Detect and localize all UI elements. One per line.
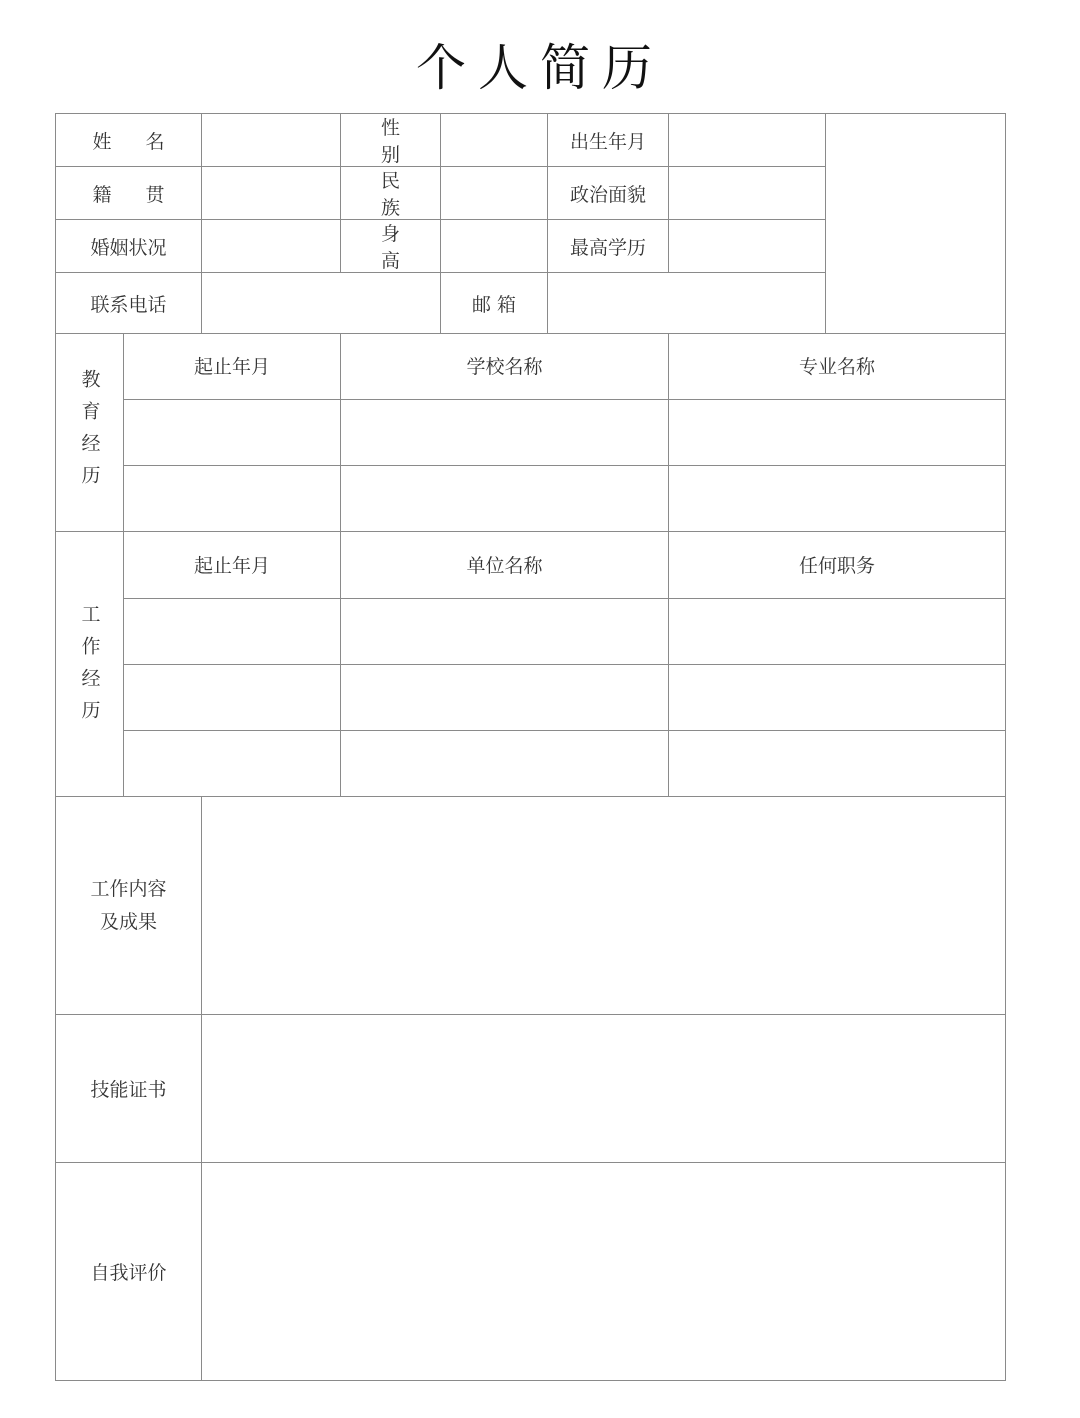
- work-row-2-period[interactable]: [124, 665, 340, 730]
- education-row-2-period[interactable]: [124, 466, 340, 531]
- label-gender: 性 别: [380, 117, 414, 166]
- page-title: 个人简历: [416, 39, 664, 97]
- label-email: 邮 箱: [471, 293, 517, 316]
- achievements-field[interactable]: [202, 797, 1005, 1014]
- work-header-position: 任何职务: [798, 554, 875, 577]
- table-border-bottom: [55, 1380, 1006, 1381]
- gender-field[interactable]: [441, 114, 547, 166]
- education-row-2-school[interactable]: [341, 466, 668, 531]
- political-status-field[interactable]: [669, 167, 825, 219]
- education-row-1-school[interactable]: [341, 400, 668, 465]
- label-native-place: 籍 贯: [92, 183, 179, 206]
- skills-label: 技能证书: [90, 1079, 167, 1101]
- name-field[interactable]: [202, 114, 340, 166]
- education-row-1-major[interactable]: [669, 400, 1005, 465]
- native-place-field[interactable]: [202, 167, 340, 219]
- work-row-2-position[interactable]: [669, 665, 1005, 730]
- education-row-1-period[interactable]: [124, 400, 340, 465]
- table-border-right: [1005, 113, 1006, 1381]
- label-marital-status: 婚姻状况: [90, 236, 167, 259]
- education-header-period: 起止年月: [193, 355, 270, 378]
- work-header-company: 单位名称: [466, 554, 543, 577]
- work-row-1-period[interactable]: [124, 599, 340, 664]
- work-row-2-company[interactable]: [341, 665, 668, 730]
- phone-field[interactable]: [202, 273, 440, 333]
- highest-education-field[interactable]: [669, 220, 825, 272]
- photo-area[interactable]: [826, 114, 1005, 333]
- work-row-3-company[interactable]: [341, 731, 668, 796]
- work-row-1-company[interactable]: [341, 599, 668, 664]
- work-row-1-position[interactable]: [669, 599, 1005, 664]
- label-political-status: 政治面貌: [569, 183, 646, 206]
- marital-status-field[interactable]: [202, 220, 340, 272]
- education-header-school: 学校名称: [466, 355, 543, 378]
- ethnicity-field[interactable]: [441, 167, 547, 219]
- label-ethnicity: 民 族: [380, 170, 414, 219]
- label-birth: 出生年月: [569, 130, 646, 153]
- email-field[interactable]: [548, 273, 825, 333]
- education-row-2-major[interactable]: [669, 466, 1005, 531]
- label-height: 身 高: [380, 223, 414, 272]
- education-section-label: 教育经历: [78, 368, 101, 497]
- work-section-label: 工作经历: [78, 604, 101, 732]
- work-row-3-period[interactable]: [124, 731, 340, 796]
- label-highest-education: 最高学历: [569, 236, 646, 259]
- work-header-period: 起止年月: [193, 554, 270, 577]
- label-name: 姓 名: [92, 130, 179, 153]
- height-field[interactable]: [441, 220, 547, 272]
- work-row-3-position[interactable]: [669, 731, 1005, 796]
- label-phone: 联系电话: [90, 293, 167, 316]
- education-header-major: 专业名称: [798, 355, 875, 378]
- achievements-label: 工作内容 及成果: [90, 877, 167, 933]
- birth-field[interactable]: [669, 114, 825, 166]
- self-evaluation-label: 自我评价: [90, 1262, 167, 1284]
- skills-field[interactable]: [202, 1015, 1005, 1162]
- self-evaluation-field[interactable]: [202, 1163, 1005, 1380]
